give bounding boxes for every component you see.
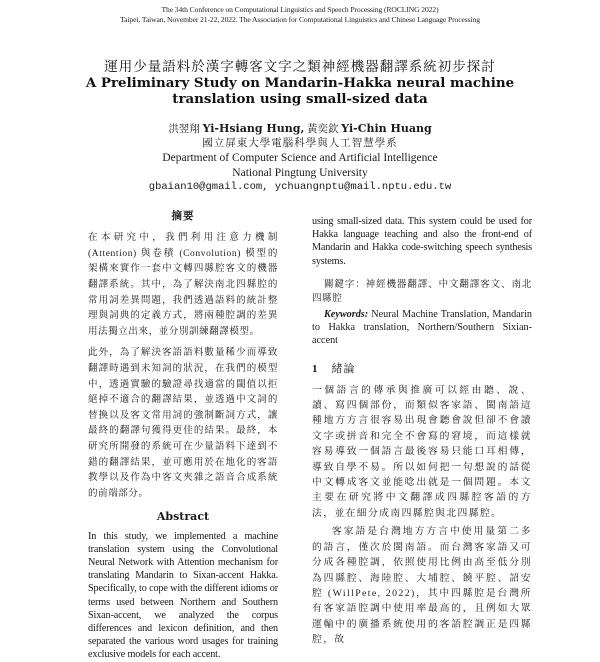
keywords-text: Neural Machine Translation, Mandarin to Hakka translation, Northern/Southern Sixian-accent (312, 308, 532, 347)
affiliation-department: Department of Computer Science and Artificial Intelligence (162, 152, 438, 164)
section-1-paragraph-2: 客家語是台灣地方方言中使用量第二多的語言，僅次於閩南語。而台灣客家語又可分成各種腔調，依照使用比例由高至低分別為四縣腔、海陸腔、大埔腔、饒平腔、詔安腔 (WillPete, 2022)，其中四縣腔是台灣所有客家語腔調中使用率最高的，且例如大眾運輸中的廣播系統使用的客語腔調正是四縣腔，故 (312, 526, 532, 646)
author1-name-en: Yi-Hsiang Hung, (202, 122, 305, 135)
keywords-en (312, 308, 532, 348)
author1-name-zh: 洪翌翔 (168, 124, 200, 135)
abstract-en-paragraph: In this study, we implemented a machine translation system using the Convolutional Neural Network with Attention mechanism for translating Mandarin to Sixan-accent Hakka. Specifically, to cope with the different idioms or terms used between Northern and Southern Sixan-accent, we analyzed the corpus differences and lexicon definition, and then separated the various word usages for training exclusive models for each accent. (88, 530, 278, 661)
title-english-line-1: A Preliminary Study on Mandarin-Hakka neural machine (85, 75, 515, 91)
section-1-paragraph-1: 一個語言的傳承與推廣可以經由聽、說、讀、寫四個部份，而類似客家語、閩南語這種地方方言很容易出現會聽會說但卻不會讀文字或拼音和完全不會寫的窘境，而這樣就容易導致一個語言最後容易只能口耳相傳，導致自學不易。所以如何把一句想說的話從中文轉成客文並能唸出就是一個問題。本文主要在研究將中文翻譯成四縣腔客語的方法，並在細分成南四縣腔與北四縣腔。 (312, 384, 532, 519)
author-names (0, 122, 600, 137)
abstract-zh-heading: 摘要 (171, 211, 195, 222)
author2-name-en: Yi-Chin Huang (341, 122, 432, 135)
affiliation-university: National Pingtung University (232, 166, 368, 179)
conference-line-2: Taipei, Taiwan, November 21-22, 2022. The Association for Computational Linguistics and Chinese Language Processing (120, 15, 480, 24)
right-column (312, 215, 532, 648)
abstract-en-heading: Abstract (156, 510, 210, 524)
abstract-en-paragraph-continued: using small-sized data. This system could be used for Hakka language teaching and also the front-end of Mandarin and Hakka code-switching speech synthesis systems. (312, 216, 532, 267)
author-block (0, 122, 600, 194)
author-emails: gbaian10@gmail.com, ychuangnptu@mail.nptu.edu.tw (148, 181, 452, 193)
keywords-label: Keywords: (324, 308, 369, 320)
abstract-zh-paragraph-1: 在本研究中，我們利用注意力機制 (Attention) 與卷積 (Convolution) 模型的架構來實作一套中文轉四縣腔客文的機器翻譯系統。其中，為了解決南北四縣腔的常用詞差異問題，我們透過語料的統計整理與詞典的定義方式，將兩種腔調的差異用法獨立出來，並分別訓練翻譯模型。 (88, 233, 278, 337)
conference-line-1: The 34th Conference on Computational Linguistics and Speech Processing (ROCLING 2022) (161, 5, 439, 14)
conference-header (0, 5, 600, 25)
section-1-title: 緒論 (331, 363, 356, 376)
affiliation-zh: 國立屏東大學電腦科學與人工智慧學系 (202, 138, 398, 149)
abstract-zh-paragraph-2: 此外，為了解決客語語料數量稀少而導致翻譯時遇到未知詞的狀況，在我們的模型中，透過實驗的驗證尋找適當的閾值以拒絕掉不適合的翻譯結果，並透過中文詞的替換以及客文常用詞的強制斷詞方式，讓最終的翻譯句獲得更佳的結果。最終，本研究所開發的系統可在少量語料下達到不錯的翻譯結果，並可應用於在地化的客語教學以及作為中客文夾雜之語音合成系統的前端部分。 (88, 348, 278, 499)
left-column (88, 210, 278, 662)
section-1-heading (312, 363, 532, 376)
author2-name-zh: 黃奕欽 (307, 124, 339, 135)
keywords-zh: 關鍵字：神經機器翻譯、中文翻譯客文、南北四縣腔 (312, 279, 532, 304)
paper-title (0, 58, 600, 107)
title-english-line-2: translation using small-sized data (172, 91, 428, 107)
section-1-number: 1 (312, 363, 318, 376)
title-chinese: 運用少量語料於漢字轉客文字之類神經機器翻譯系統初步探討 (104, 59, 496, 74)
